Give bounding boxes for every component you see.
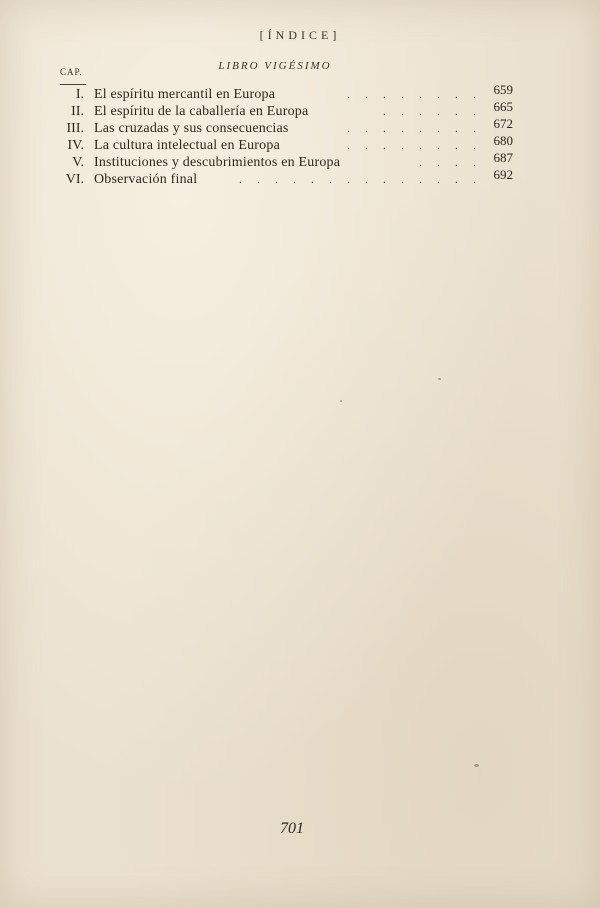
toc-entry-6 xyxy=(40,167,520,188)
toc-entry-3 xyxy=(40,116,520,137)
chapter-column-rule xyxy=(60,84,86,85)
chapter-numeral: VI. xyxy=(65,172,84,187)
chapter-title: El espíritu mercantil en Europa xyxy=(94,87,276,102)
paper-speck xyxy=(340,400,342,402)
chapter-column-label: CAP. xyxy=(60,67,83,77)
chapter-title: Las cruzadas y sus consecuencias xyxy=(94,121,289,136)
dot-leader: . . . . . . . . xyxy=(347,138,482,152)
dot-leader: . . . . . . . . xyxy=(347,87,482,101)
chapter-numeral: V. xyxy=(72,155,84,170)
page-number: 687 xyxy=(493,150,513,165)
folio-page-number: 701 xyxy=(280,820,304,837)
chapter-numeral: I. xyxy=(75,87,84,102)
table-of-contents xyxy=(40,82,520,188)
page-number: 672 xyxy=(493,116,513,131)
toc-entry-1 xyxy=(40,82,520,103)
chapter-title: El espíritu de la caballería en Europa xyxy=(94,104,309,119)
toc-entry-5 xyxy=(40,150,520,171)
chapter-title: Observación final xyxy=(94,172,198,187)
chapter-title: Instituciones y descubrimientos en Europa xyxy=(94,155,341,170)
running-head: [ÍNDICE] xyxy=(259,28,341,42)
page-number: 680 xyxy=(493,133,513,148)
toc-entry-4 xyxy=(40,133,520,154)
page-number: 692 xyxy=(493,167,513,182)
dot-leader: . . . . . . . . . . . . . . xyxy=(239,172,482,186)
toc-entry-2 xyxy=(40,99,520,120)
chapter-numeral: IV. xyxy=(67,138,84,153)
paper-speck xyxy=(438,378,441,380)
page-number: 665 xyxy=(493,99,513,114)
chapter-numeral: II. xyxy=(71,104,84,119)
book-title: LIBRO VIGÉSIMO xyxy=(218,60,332,72)
dot-leader: . . . . . . . . xyxy=(347,121,482,135)
chapter-title: La cultura intelectual en Europa xyxy=(94,138,280,153)
dot-leader: . . . . xyxy=(419,155,482,169)
chapter-numeral: III. xyxy=(66,121,84,136)
page-number: 659 xyxy=(493,82,513,97)
paper-speck xyxy=(474,764,479,767)
dot-leader: . . . . . . xyxy=(383,104,482,118)
